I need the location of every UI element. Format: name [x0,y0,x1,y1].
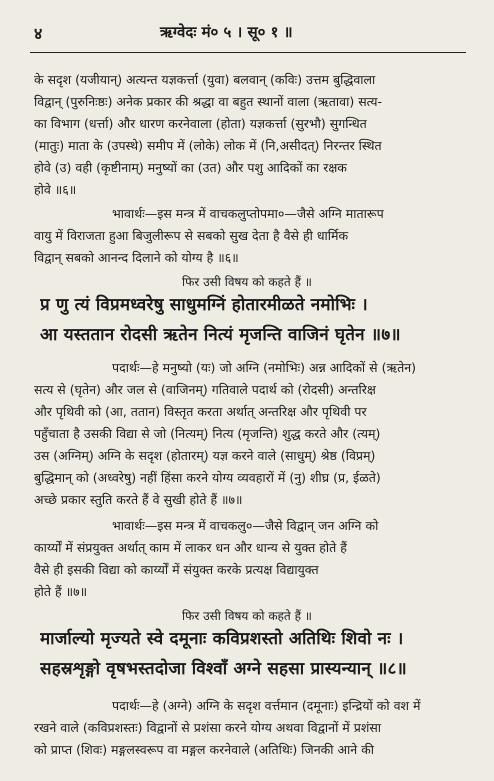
bhavartha-line: भावार्थः—इस मन्त्र में वाचकलुप्तोपमा०—जैसे अग्नि मातारूप [112,206,384,221]
mantra-line: सहस्रशृङ्गो वृषभस्तदोजा विश्वाँ अग्ने सहसा प्रास्यन्यान् ॥८॥ [40,659,407,679]
padartha-line: पदार्थः—हे (अग्ने) अग्नि के सदृश वर्त्तमान (दमूनाः) इन्द्रियों को वश में [112,698,421,713]
padartha-line: पदार्थः—हे मनुष्यो (यः) जो अग्नि (नमोभिः) अन्न आदिकों से (ऋतेन) [112,360,417,375]
section-heading: फिर उसी विषय को कहते हैं ॥ [182,609,312,623]
bhavartha-line: होते हैं ॥७॥ [34,584,88,599]
padartha-line: बुद्धिमान् को (अध्वरेषु) नहीं हिंसा करने योग्य व्यवहारों में (नु) शीघ्र (प्र, ईळते) [34,470,381,485]
running-title: ऋग्वेदः मं० ५ । सू० १ ॥ [160,23,293,41]
header-rule [30,52,466,53]
padartha-line: को प्राप्त (शिवः) मङ्गलस्वरूप वा मङ्गल करनेवाले (अतिथिः) जिनकी आने की [34,742,374,757]
text-line: के सदृश (यजीयान्) अत्यन्त यज्ञकर्त्ता (युवा) बलवान् (कविः) उत्तम बुद्धिवाला [34,72,376,87]
bhavartha-line: वैसे ही इसकी विद्या को कार्य्यों में संयुक्त करके प्रत्यक्ष विद्यायुक्त [34,562,319,577]
text-line: होवे (उ) वही (कृष्टीनाम्) मनुष्यों का (उत) और पशु आदिकों का रक्षक [34,160,347,175]
bhavartha-line: कार्य्यों में संप्रयुक्त अर्थात् काम में लाकर धन और धान्य से युक्त होते हैं [34,540,347,555]
padartha-line: अच्छे प्रकार स्तुति करते हैं वे सुखी होते हैं ॥७॥ [34,492,243,507]
bhavartha-line: भावार्थः—इस मन्त्र में वाचकलु०—जैसे विद्वान् जन अग्नि को [112,518,379,533]
mantra-line: मार्जाल्यो मृज्यते स्वे दमूनाः कविप्रशस्तो अतिथिः शिवो नः । [40,629,404,649]
text-line: का विभाग (धर्त्ता) और धारण करनेवाला (होता) यज्ञकर्त्ता (सुरभौ) सुगन्धित [34,116,367,131]
padartha-line: सत्य से (घृतेन) और जल से (वाजिनम्) गतिवाले पदार्थ को (रोदसी) अन्तरिक्ष [34,382,376,397]
padartha-line: रखने वाले (कविप्रशस्तः) विद्वानों से प्रशंसा करने योग्य अथवा विद्वानों में प्रशंसा [34,720,382,735]
page-number: ४ [34,24,43,43]
bhavartha-line: विद्वान् सबको आनन्द दिलाने को योग्य है ॥६॥ [34,250,239,265]
padartha-line: और पृथिवी को (आ, ततान) विस्तृत करता अर्थात् अन्तरिक्ष और पृथिवी पर [34,404,367,419]
bhavartha-line: वायु में विराजता हुआ बिजुलीरूप से सबको सुख देता है वैसे ही धार्मिक [34,228,349,243]
padartha-line: उस (अग्निम्) अग्नि के सदृश (होतारम्) यज्ञ करने वाले (साधुम्) श्रेष्ठ (विप्रम्) [34,448,376,463]
text-line: (मातुः) माता के (उपस्थे) समीप में (लोके) लोक में (नि,असीदत्) निरन्तर स्थित [34,138,382,153]
mantra-line: प्र णु त्यं विप्रमध्वरेषु साधुमग्निं होतारमीळते नमोभिः । [40,295,368,315]
padartha-line: पहुँचाता है उसकी विद्या से जो (नित्यम्) नित्य (मृजन्ति) शुद्ध करते और (त्यम्) [34,426,381,441]
mantra-line: आ यस्ततान रोदसी ऋतेन नित्यं मृजन्ति वाजिनं घृतेन ॥७॥ [40,325,401,345]
section-heading: फिर उसी विषय को कहते हैं ॥ [182,275,312,289]
text-line: विद्वान् (पुरुनिःष्ठः) अनेक प्रकार की श्रद्धा वा बहुत स्थानों वाला (ऋतावा) सत्य- [34,94,383,109]
text-line: होवे ॥६॥ [34,182,77,197]
page-header [0,20,494,52]
